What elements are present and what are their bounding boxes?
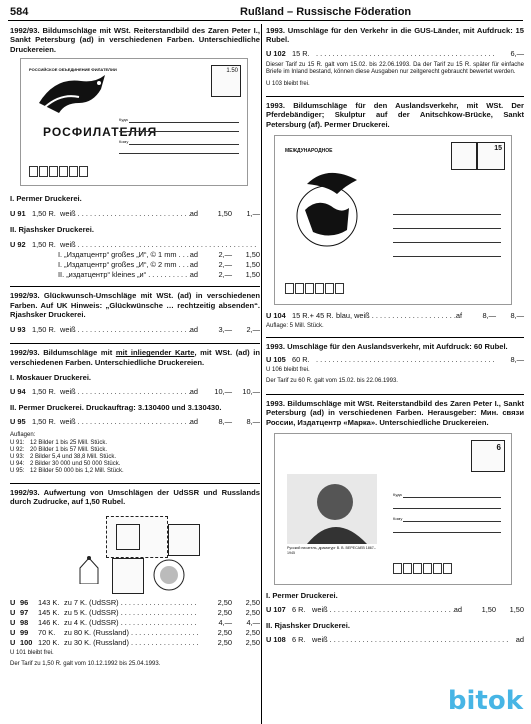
envelope-stamp xyxy=(211,65,241,97)
catalog-row: U 94 1,50 R. weiß . . . ad 10,— 10,— xyxy=(10,387,260,397)
griffin-logo-icon xyxy=(35,73,115,121)
address-komu: Кому xyxy=(393,516,403,522)
address-line xyxy=(129,122,239,123)
page-header xyxy=(0,0,531,22)
envelope-image xyxy=(274,135,512,305)
catalog-row: U 99 70 K. zu 80 K. (Russland) . . . 2,50 2,50 xyxy=(10,628,260,638)
section-heading: 1992/93. Aufwertung von Umschlägen der UdSSR und Russlands durch Zudrucke, auf 1,50 Rubel. xyxy=(10,487,260,507)
section-heading: 1993. Umschläge für den Auslandsverkehr, mit Aufdruck: 60 Rubel. xyxy=(266,341,508,351)
overprint-envelope-image xyxy=(18,510,260,596)
print-run-table xyxy=(10,440,260,475)
address-line xyxy=(403,497,501,498)
note-text: Der Tarif zu 1,50 R. galt vom 10.12.1992 bis 25.04.1993. xyxy=(10,660,161,667)
catalog-row: U 95 1,50 R. weiß . . . ad 8,— 8,— xyxy=(10,417,260,427)
envelope-image xyxy=(20,58,248,186)
address-line xyxy=(119,131,239,132)
catalog-subrow: II. „издатцентр“ kleines „и“ . . . ad 2,— 1,50 xyxy=(10,270,260,280)
address-line xyxy=(393,228,501,229)
stamp-value: 6 xyxy=(496,443,501,453)
section-heading: 1992/93. Glückwunsch-Umschläge mit WSt. (ad) in verschiedenen Farben. Auf UK Hinweis: „Glückwünsche … rechtzeitig absenden“. Rjashsker Druckerei. xyxy=(10,291,260,320)
round-seal-icon xyxy=(152,558,186,592)
catalog-row: U 100 120 K. zu 30 K. (Russland) . . . 2,50 2,50 xyxy=(10,638,260,648)
address-line xyxy=(393,242,501,243)
address-line xyxy=(129,144,239,145)
address-line xyxy=(393,256,501,257)
table-row: U 95: 12 Bilder 50 000 bis 1,2 Mill. Stück. xyxy=(10,467,124,474)
page-number: 584 xyxy=(10,6,29,18)
catalog-subrow: I. „Издатцентр“ großes „И“, © 2 mm . . . ad 2,— 1,50 xyxy=(10,260,260,270)
catalog-row: U 93 1,50 R. weiß . . . ad 3,— 2,— xyxy=(10,325,260,335)
catalog-row: U 107 6 R. weiß . . . ad 1,50 1,50 xyxy=(266,605,524,615)
postcode-boxes xyxy=(285,283,344,294)
separator xyxy=(10,483,260,484)
separator xyxy=(266,394,524,395)
printer-heading: II. Permer Druckerei. Druckauftrag: 3.130400 und 3.130430. xyxy=(10,403,222,413)
section-heading: 1993. Bildumschläge für den Auslandsverkehr, mit WSt. Der Pferdebändiger; Skulptur auf der Anitschkow-Brücke, Sankt Petersburg (af). Permer Druckerei. xyxy=(266,101,524,129)
address-line xyxy=(403,521,501,522)
envelope-stamp xyxy=(471,440,505,472)
catalog-row: U 96 143 K. zu 7 K. (UdSSR) . . . 2,50 2,50 xyxy=(10,598,260,608)
section-heading: 1992/93. Bildumschläge mit mit inliegender Karte, mit WSt. (ad) in verschiedenen Farben. Unterschiedliche Druckereien. xyxy=(10,348,260,367)
separator xyxy=(266,96,524,97)
note-text: Der Tarif zu 60 R. galt vom 15.02. bis 22.06.1993. xyxy=(266,378,398,385)
address-line xyxy=(393,532,501,533)
envelope-image xyxy=(274,433,512,585)
postcode-boxes xyxy=(393,563,452,574)
stamp-value: 15 xyxy=(494,145,502,153)
note-text: U 106 bleibt frei. xyxy=(266,367,310,374)
catalog-row: U 92 1,50 R. weiß . . . xyxy=(10,240,260,250)
separator xyxy=(266,337,524,338)
note-text: U 103 bleibt frei. xyxy=(266,80,310,87)
brand-name: РОСФИЛАТЕЛИЯ xyxy=(43,125,158,140)
print-run-label: Auflagen: xyxy=(10,432,36,439)
writer-portrait-icon xyxy=(287,474,377,544)
header-rule xyxy=(8,20,523,21)
catalog-row: U 97 145 K. zu 5 K. (UdSSR) . . . 2,50 2,50 xyxy=(10,608,260,618)
org-label: РОССИЙСКОЕ ОБЪЕДИНЕНИЕ ФИЛАТЕЛИИ xyxy=(29,67,117,73)
printer-heading: I. Moskauer Druckerei. xyxy=(10,373,92,383)
printer-heading: II. Rjashsker Druckerei. xyxy=(266,621,350,631)
section-heading: 1993. Umschläge für den Verkehr in die GUS-Länder, mit Aufdruck: 15 Rubel. xyxy=(266,26,524,45)
printer-heading: I. Permer Druckerei. xyxy=(10,194,82,204)
stamp-value: 1.50 xyxy=(226,68,238,75)
catalog-row: U 108 6 R. weiß . . . ad xyxy=(266,635,524,645)
section-heading: 1993. Bildumschläge mit WSt. Reiterstandbild des Zaren Peter I., Sankt Petersburg (ad) in verschiedenen Farben. Herausgeber: Мин. связи России, Издатцентр «Марка». Unterschiedliche Druckereien. xyxy=(266,398,524,427)
right-column xyxy=(266,26,524,645)
column-divider xyxy=(261,24,262,724)
table-row: U 92: 20 Bilder 1 bis 57 Mill. Stück. xyxy=(10,446,108,453)
catalog-subrow: I. „Издатцентр“ großes „И“, © 1 mm . . . ad 2,— 1,50 xyxy=(10,250,260,260)
catalog-row: U 98 146 K. zu 4 K. (UdSSR) . . . 4,— 4,— xyxy=(10,618,260,628)
separator xyxy=(10,343,260,344)
catalog-row: U 104 15 R.+ 45 R. blau, weiß . . . af 8,— 8,— xyxy=(266,311,524,321)
note-text: U 101 bleibt frei. xyxy=(10,650,54,657)
catalog-row: U 102 15 R. . . . 6,— xyxy=(266,49,524,59)
page-title: Rußland – Russische Föderation xyxy=(240,6,412,18)
watermark-logo: bitok xyxy=(447,686,523,716)
left-column xyxy=(10,26,260,668)
table-row: U 94: 2 Bilder 30 000 und 50 000 Stück. xyxy=(10,460,121,467)
section-heading: 1992/93. Bildumschläge mit WSt. Reiterstandbild des Zaren Peter I., Sankt Petersburg (ad) in verschiedenen Farben. Unterschiedliche Druckereien. xyxy=(10,26,260,54)
catalog-row: U 91 1,50 R. weiß . . . ad 1,50 1,— xyxy=(10,209,260,219)
print-run-label: Auflage: 5 Mill. Stück. xyxy=(266,323,324,330)
note-text: Dieser Tarif zu 15 R. galt vom 15.02. bis 22.06.1993. Da der Tarif zu 15 R. später für einfache Briefe im Inland bestand, können diese Ausgaben nur zeitgerecht gebraucht bewertet werden. xyxy=(266,61,524,76)
separator xyxy=(10,286,260,287)
address-line xyxy=(393,508,501,509)
postcode-boxes xyxy=(29,166,88,177)
address-komu: Кому xyxy=(119,139,129,145)
printer-heading: II. Rjashsker Druckerei. xyxy=(10,225,94,235)
portrait-caption: Русский писатель, драматург В. В. ВЕРЕСАЕВ 1867–1945 xyxy=(287,546,376,555)
globe-bird-icon xyxy=(287,164,371,254)
church-icon xyxy=(76,554,102,584)
catalog-row: U 105 60 R. . . . 8,— xyxy=(266,355,524,365)
envelope-stamp xyxy=(477,142,505,170)
envelope-stamp xyxy=(451,142,477,170)
envelope-label: МЕЖДУНАРОДНОЕ xyxy=(285,148,333,155)
table-row: U 93: 2 Bilder 5,4 und 38,8 Mill. Stück. xyxy=(10,453,117,460)
address-line xyxy=(393,214,501,215)
address-kuda: Куда xyxy=(119,117,128,123)
address-line xyxy=(119,153,239,154)
address-kuda: Куда xyxy=(393,492,402,498)
table-row: U 91: 12 Bilder 1 bis 25 Mill. Stück. xyxy=(10,439,108,446)
printer-heading: I. Permer Druckerei. xyxy=(266,591,338,601)
